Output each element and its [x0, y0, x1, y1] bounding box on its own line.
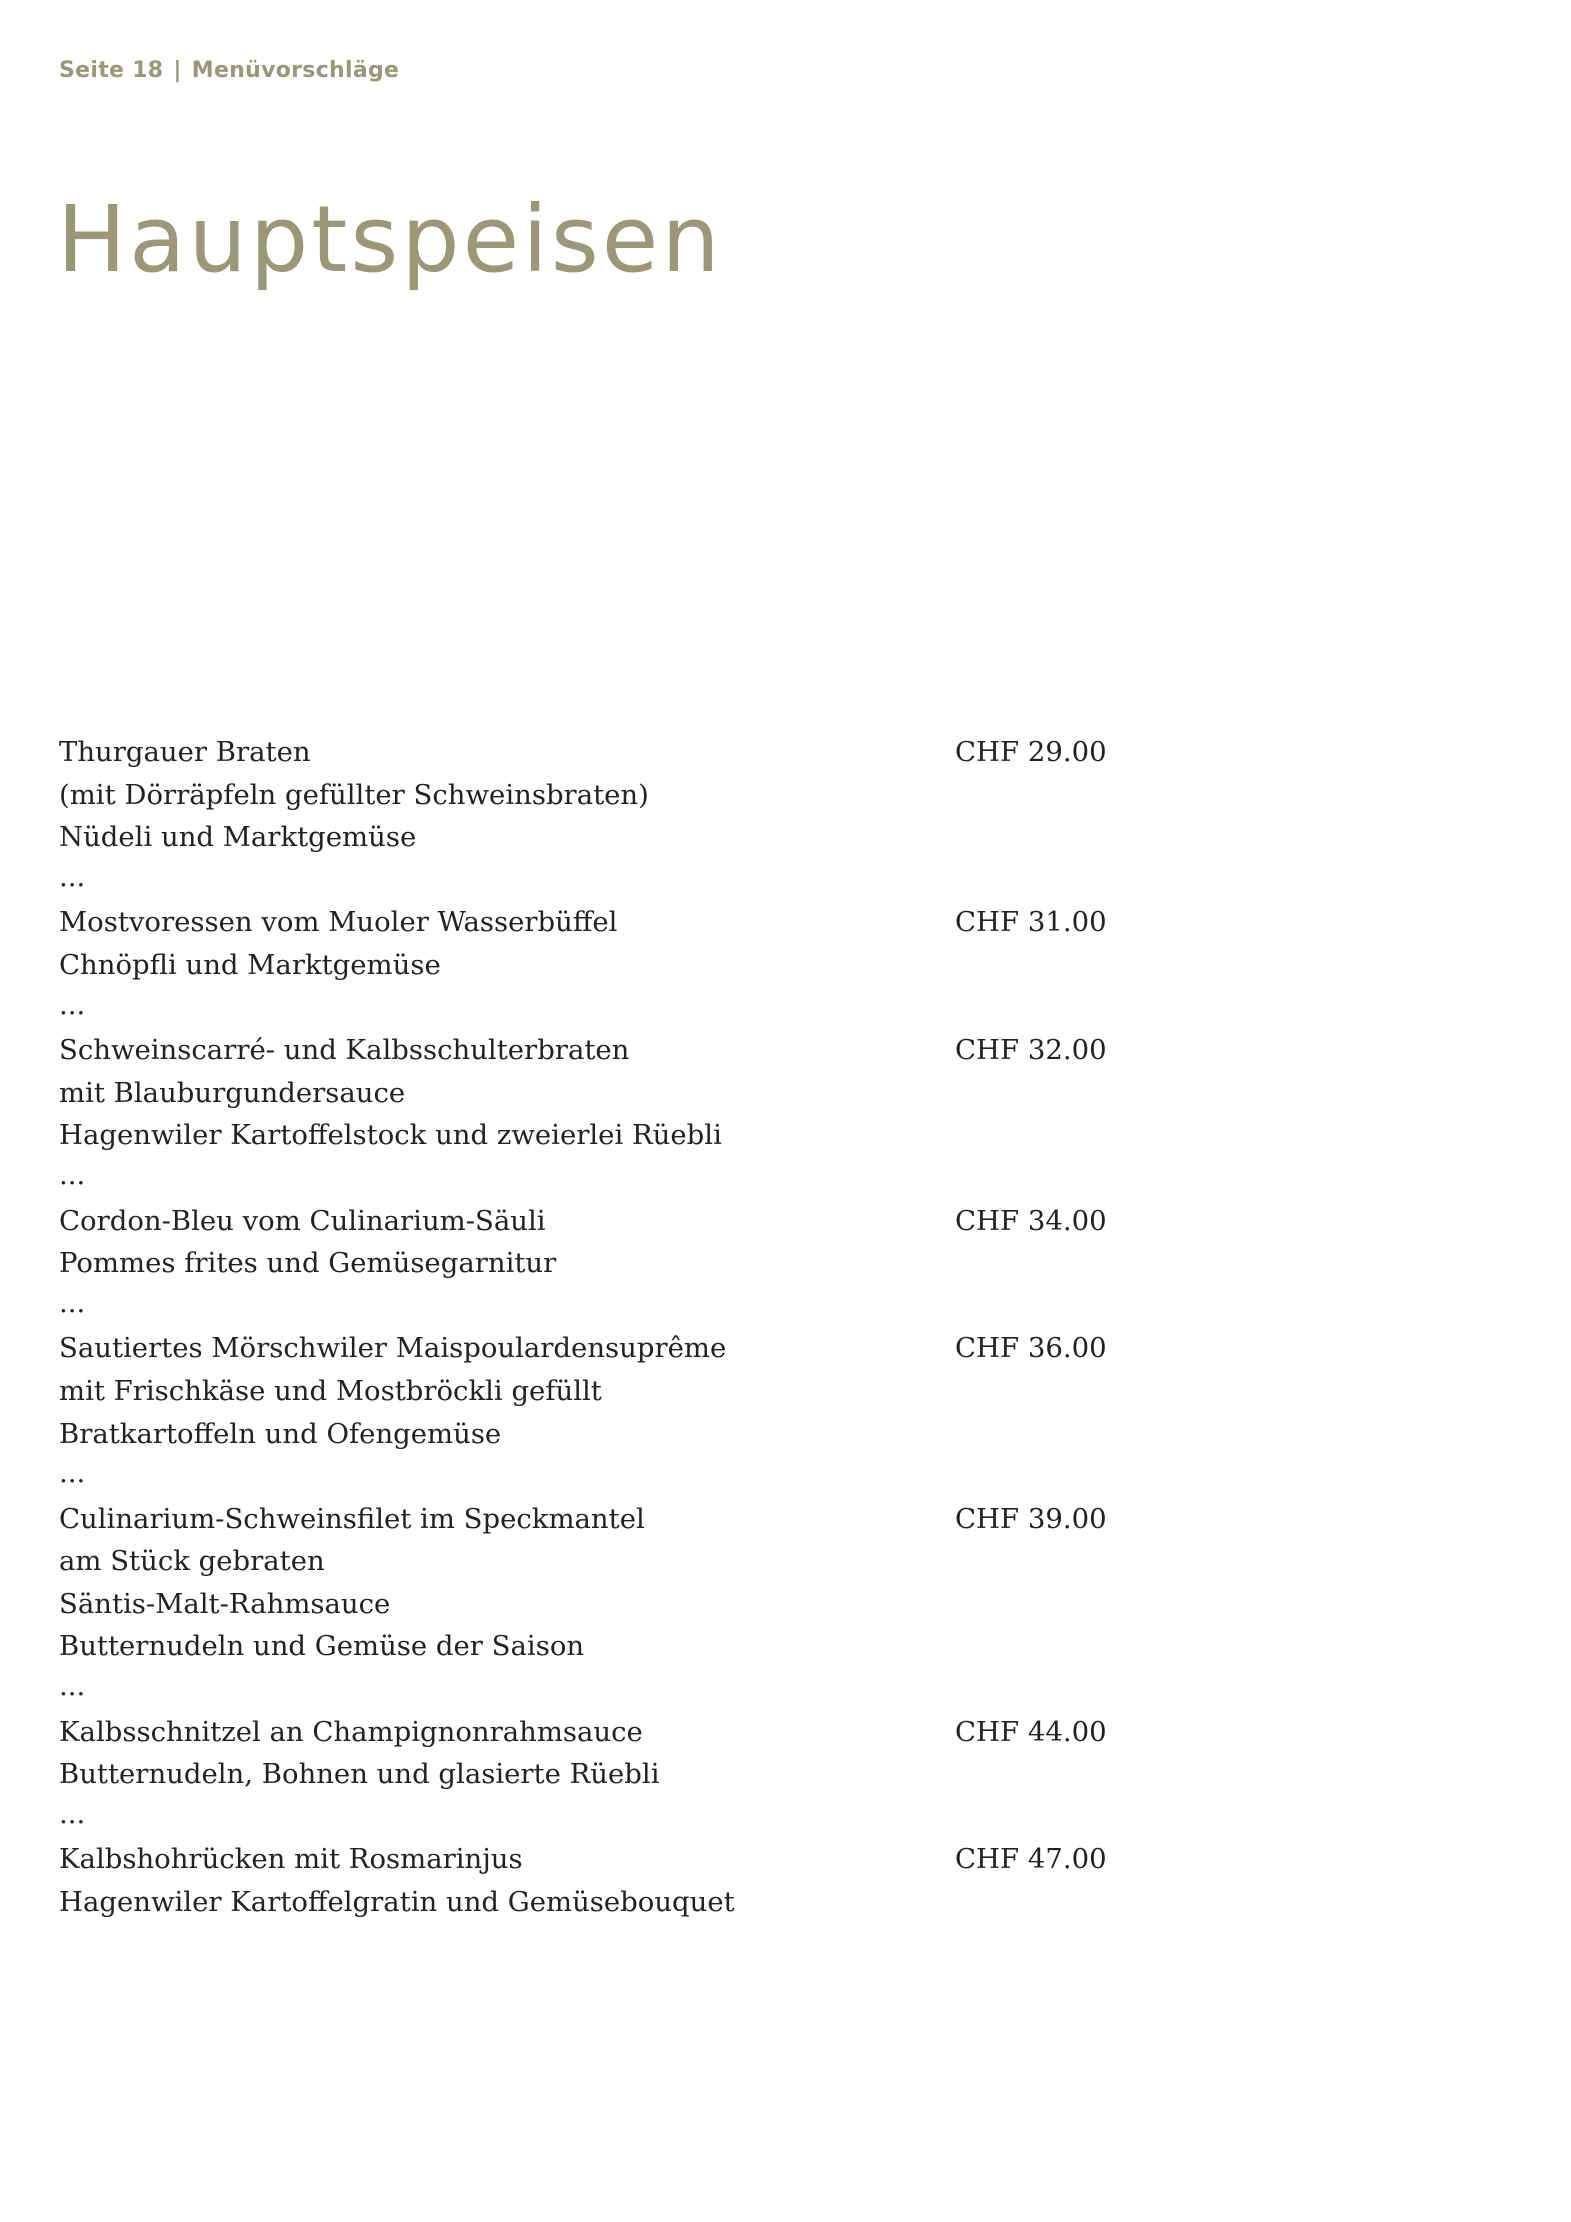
- dish-list: [59, 731, 1119, 1924]
- dish-description-line: mit Frischkäse und Mostbröckli gefüllt: [59, 1374, 602, 1407]
- dish-description-line: Bratkartoffeln und Ofengemüse: [59, 1417, 502, 1450]
- dish-description-line: Hagenwiler Kartoffelgratin und Gemüsebouquet: [59, 1886, 735, 1919]
- dish-description-line: mit Blauburgundersauce: [59, 1076, 406, 1109]
- dish-name: Kalbsschnitzel an Champignonrahmsauce: [59, 1715, 643, 1748]
- dish-separator: ...: [59, 1286, 86, 1319]
- dish-description-line: Hagenwiler Kartoffelstock und zweierlei Rüebli: [59, 1119, 722, 1152]
- dish-name: Culinarium-Schweinsfilet im Speckmantel: [59, 1502, 645, 1535]
- dish-description-line: Pommes frites und Gemüsegarnitur: [59, 1247, 557, 1280]
- dish-separator: ...: [59, 1457, 86, 1490]
- dish-price: CHF 39.00: [955, 1502, 1107, 1535]
- dish-description-line: Butternudeln und Gemüse der Saison: [59, 1630, 585, 1663]
- dish-separator: ...: [59, 1670, 86, 1703]
- dish-description-line: (mit Dörräpfeln gefüllter Schweinsbraten): [59, 778, 649, 811]
- dish-separator: ...: [59, 988, 86, 1021]
- dish-price: CHF 47.00: [955, 1843, 1107, 1876]
- dish-item: [59, 1327, 1119, 1455]
- header-separator: |: [173, 58, 182, 83]
- dish-name: Kalbshohrücken mit Rosmarinjus: [59, 1843, 523, 1876]
- dish-item: [59, 1200, 1119, 1285]
- dish-item: [59, 1498, 1119, 1668]
- dish-item: [59, 901, 1119, 986]
- dish-separator: ...: [59, 1797, 86, 1830]
- page-number: Seite 18: [59, 58, 164, 83]
- page-header: [59, 58, 399, 83]
- dish-separator: ...: [59, 1158, 86, 1191]
- dish-price: CHF 36.00: [955, 1332, 1107, 1365]
- dish-description-line: Chnöpfli und Marktgemüse: [59, 948, 441, 981]
- dish-item: [59, 1029, 1119, 1157]
- dish-item: [59, 1838, 1119, 1923]
- dish-price: CHF 29.00: [955, 736, 1107, 768]
- dish-description-line: Butternudeln, Bohnen und glasierte Rüebli: [59, 1758, 660, 1791]
- dish-price: CHF 34.00: [955, 1204, 1107, 1237]
- dish-price: CHF 32.00: [955, 1034, 1107, 1067]
- dish-separator: ...: [59, 860, 86, 893]
- dish-description-line: Säntis-Malt-Rahmsauce: [59, 1587, 391, 1620]
- page-title: Hauptspeisen: [57, 186, 723, 293]
- dish-name: Sautiertes Mörschwiler Maispoulardensuprême: [59, 1332, 727, 1365]
- dish-name: Mostvoressen vom Muoler Wasserbüffel: [59, 906, 618, 939]
- dish-price: CHF 44.00: [955, 1715, 1107, 1748]
- dish-name: Thurgauer Braten: [59, 736, 311, 768]
- dish-name: Schweinscarré- und Kalbsschulterbraten: [59, 1034, 630, 1067]
- dish-description-line: am Stück gebraten: [59, 1545, 325, 1578]
- dish-item: [59, 731, 1119, 859]
- dish-name: Cordon-Bleu vom Culinarium-Säuli: [59, 1204, 546, 1237]
- dish-price: CHF 31.00: [955, 906, 1107, 939]
- dish-description-line: Nüdeli und Marktgemüse: [59, 821, 417, 854]
- dish-item: [59, 1711, 1119, 1796]
- section-title: Menüvorschläge: [191, 58, 400, 83]
